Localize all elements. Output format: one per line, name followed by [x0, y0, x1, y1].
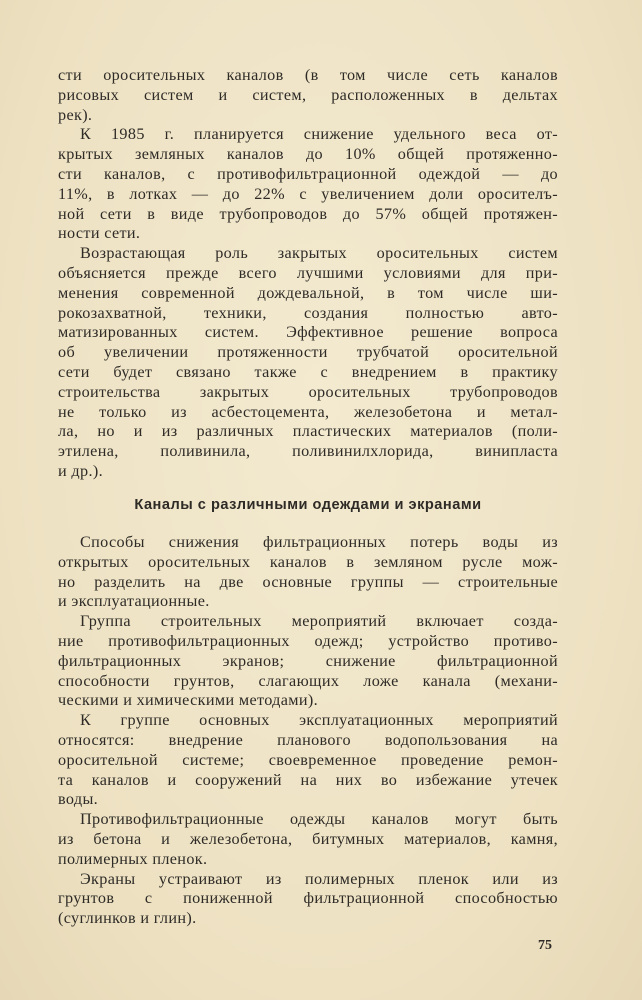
- text-line: полимерных пленок.: [58, 849, 208, 868]
- text-line: ла, но и из различных пластических материалов (поли-: [58, 422, 558, 441]
- text-line: сети будет связано также с внедрением в практику: [58, 362, 558, 381]
- text-line: сти каналов, с противофильтрационной одеждой — до: [58, 164, 558, 183]
- text-line: и эксплуатационные.: [58, 592, 210, 611]
- text-line: из бетона и железобетона, битумных материалов, камня,: [58, 829, 558, 848]
- text-line: Экраны устраивают из полимерных пленок или из: [80, 869, 558, 888]
- text-line: ности сети.: [58, 224, 141, 243]
- text-line: 11%, в лотках — до 22% с увеличением доли оросителъ-: [58, 184, 558, 203]
- text-line: не только из асбестоцемента, железобетона и метал-: [58, 402, 558, 421]
- text-line: ной сети в виде трубопроводов до 57% общей протяжен-: [58, 204, 558, 223]
- text-line: та каналов и сооружений на них во избежание утечек: [58, 770, 558, 789]
- text-line: ние противофильтрационных одежд; устройство противо-: [58, 631, 558, 650]
- text-line: и др.).: [58, 461, 103, 480]
- text-line: воды.: [58, 790, 99, 809]
- text-line: но разделить на две основные группы — строительные: [58, 572, 558, 591]
- text-line: Способы снижения фильтрационных потерь воды из: [80, 533, 558, 551]
- text-line: сти оросительных каналов (в том числе сеть каналов: [58, 66, 558, 84]
- text-line: оросительной системе; своевременное проведение ремон-: [58, 750, 558, 769]
- text-line: К группе основных эксплуатационных мероприятий: [80, 711, 558, 730]
- text-line: Противофильтрационные одежды каналов могут быть: [80, 810, 558, 829]
- text-line: объясняется прежде всего лучшими условиями для при-: [58, 263, 558, 282]
- text-line: относятся: внедрение планового водопользования на: [58, 730, 558, 749]
- text-line: способности грунтов, слагающих ложе канала (механи-: [58, 671, 558, 690]
- text-block-lower: [58, 533, 558, 929]
- page-number: 75: [538, 938, 552, 953]
- text-line: этилена, поливинила, поливинилхлорида, винипласта: [58, 442, 558, 461]
- text-line: рек).: [58, 105, 93, 124]
- text-line: Возрастающая роль закрытых оросительных систем: [80, 244, 558, 263]
- text-line: фильтрационных экранов; снижение фильтрационной: [58, 651, 558, 670]
- text-line: рокозахватной, техники, создания полностью авто-: [58, 303, 558, 322]
- text-line: крытых земляных каналов до 10% общей протяженно-: [58, 145, 558, 164]
- section-heading: Каналы с различными одеждами и экранами: [134, 497, 482, 513]
- text-line: грунтов с пониженной фильтрационной способностью: [58, 889, 558, 908]
- text-line: Группа строительных мероприятий включает созда-: [80, 612, 558, 631]
- text-line: матизированных систем. Эффективное решение вопроса: [58, 323, 558, 342]
- text-line: менения современной дождевальной, в том числе ши-: [58, 283, 558, 302]
- text-block-upper: [58, 66, 558, 482]
- text-line: ческими и химическими методами).: [58, 691, 319, 710]
- text-line: об увеличении протяженности трубчатой оросительной: [58, 343, 558, 362]
- text-line: К 1985 г. планируется снижение удельного веса от-: [80, 125, 558, 144]
- text-line: рисовых систем и систем, расположенных в дельтах: [58, 85, 558, 104]
- text-line: (суглинков и глин).: [58, 909, 197, 928]
- text-line: открытых оросительных каналов в земляном русле мож-: [58, 552, 558, 571]
- text-line: строительства закрытых оросительных трубопроводов: [58, 382, 558, 401]
